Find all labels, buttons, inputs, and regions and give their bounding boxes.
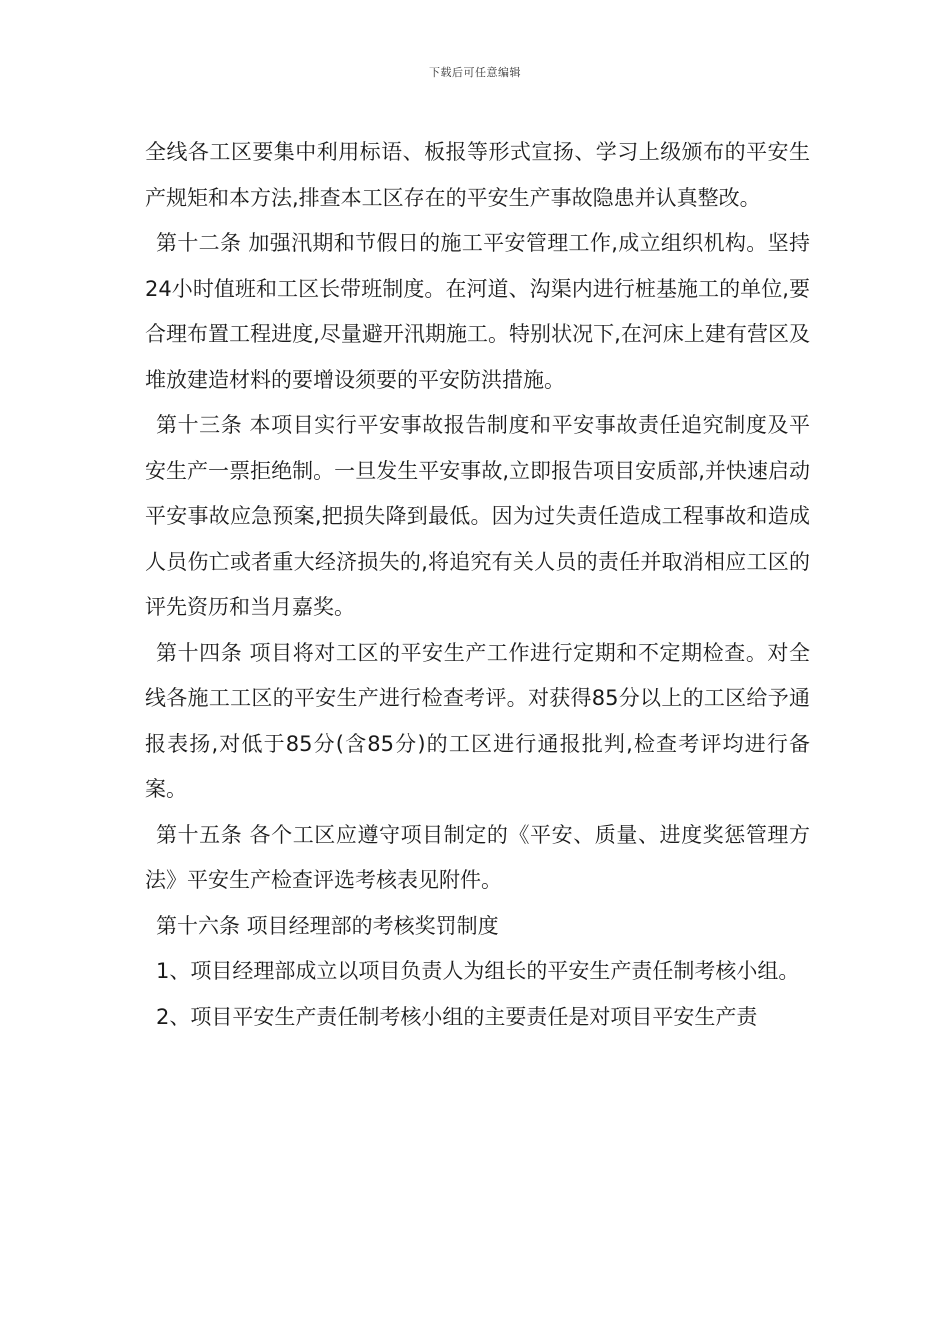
- list-item-2: 2、项目平安生产责任制考核小组的主要责任是对项目平安生产责: [156, 1004, 758, 1029]
- paragraph-article-14: 第十四条 项目将对工区的平安生产工作进行定期和不定期检查。对全线各施工工区的平安生产进行检查考评。对获得85分以上的工区给予通报表扬,对低于85分(含85分)的工区进行通报批判,检查考评均进行备案。: [145, 640, 810, 801]
- page-header: 下载后可任意编辑: [429, 66, 521, 79]
- paragraph: 全线各工区要集中利用标语、板报等形式宣扬、学习上级颁布的平安生产规矩和本方法,排查本工区存在的平安生产事故隐患并认真整改。: [145, 140, 810, 210]
- document-body: [145, 130, 810, 1040]
- paragraph-article-15: 第十五条 各个工区应遵守项目制定的《平安、质量、进度奖惩管理方法》平安生产检查评选考核表见附件。: [145, 822, 810, 892]
- paragraph-article-13: 第十三条 本项目实行平安事故报告制度和平安事故责任追究制度及平安生产一票拒绝制。一旦发生平安事故,立即报告项目安质部,并快速启动平安事故应急预案,把损失降到最低。因为过失责任造成工程事故和造成人员伤亡或者重大经济损失的,将追究有关人员的责任并取消相应工区的评先资历和当月嘉奖。: [145, 413, 810, 619]
- list-item-1: 1、项目经理部成立以项目负责人为组长的平安生产责任制考核小组。: [156, 959, 800, 983]
- paragraph-article-16: 第十六条 项目经理部的考核奖罚制度: [156, 913, 499, 938]
- paragraph-article-12: 第十二条 加强汛期和节假日的施工平安管理工作,成立组织机构。坚持24小时值班和工区长带班制度。在河道、沟渠内进行桩基施工的单位,要合理布置工程进度,尽量避开汛期施工。特别状况下,在河床上建有营区及堆放建造材料的要增设须要的平安防洪措施。: [145, 231, 810, 392]
